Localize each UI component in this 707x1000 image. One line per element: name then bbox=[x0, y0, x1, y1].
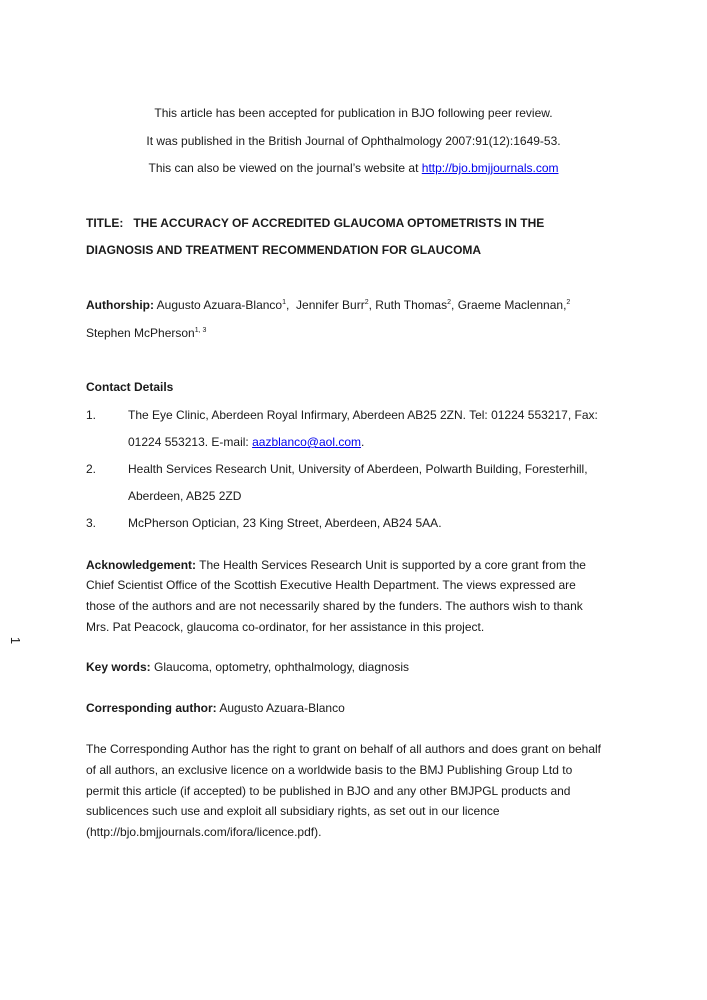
author-5-affil: 1, 3 bbox=[194, 327, 207, 334]
contact-3-line-1: McPherson Optician, 23 King Street, Aberdeen, AB24 5AA. bbox=[128, 516, 442, 530]
author-3: Ruth Thomas bbox=[375, 298, 448, 312]
contact-2-line-1: Health Services Research Unit, University of Aberdeen, Polwarth Building, Foresterhill, bbox=[128, 462, 588, 476]
contact-1-num: 1. bbox=[86, 408, 97, 422]
author-2-affil: 2 bbox=[364, 299, 369, 306]
corresponding-author-name: Augusto Azuara-Blanco bbox=[216, 701, 345, 715]
licence-line-2: of all authors, an exclusive licence on a worldwide basis to the BMJ Publishing Group Ltd to bbox=[86, 763, 573, 777]
author-2: Jennifer Burr bbox=[296, 298, 365, 312]
notice-line-3 bbox=[0, 161, 707, 175]
corresponding-author-label: Corresponding author: bbox=[86, 701, 217, 715]
author-5: Stephen McPherson bbox=[86, 326, 195, 340]
acknowledgement-line-1 bbox=[86, 558, 586, 572]
notice-line-1: This article has been accepted for publication in BJO following peer review. bbox=[154, 106, 553, 120]
contact-3-num: 3. bbox=[86, 516, 97, 530]
authorship-line-2 bbox=[86, 326, 206, 340]
author-4: Graeme Maclennan, bbox=[457, 298, 567, 312]
notice-line-3-text: This can also be viewed on the journal’s website at bbox=[148, 161, 422, 175]
journal-website-link[interactable]: http://bjo.bmjjournals.com bbox=[421, 161, 559, 175]
title-line-1 bbox=[86, 216, 544, 230]
authorship-label: Authorship: bbox=[86, 298, 154, 312]
contact-2-num: 2. bbox=[86, 462, 97, 476]
licence-line-5: (http://bjo.bmjjournals.com/ifora/licence.pdf). bbox=[86, 825, 322, 839]
acknowledgement-line-3: those of the authors and are not necessarily shared by the funders. The authors wish to thank bbox=[86, 599, 583, 613]
acknowledgement-label: Acknowledgement: bbox=[86, 558, 197, 572]
page-number: 1 bbox=[8, 636, 24, 645]
contact-2-line-2: Aberdeen, AB25 2ZD bbox=[128, 489, 242, 503]
corresponding-author-line bbox=[86, 701, 345, 715]
author-4-affil: 2 bbox=[566, 299, 571, 306]
author-1: Augusto Azuara-Blanco bbox=[156, 298, 283, 312]
contact-1-line-2-text: 01224 553213. E-mail: bbox=[128, 435, 253, 449]
title-label: TITLE: bbox=[86, 216, 124, 230]
keywords-line bbox=[86, 660, 409, 674]
title-text-1: THE ACCURACY OF ACCREDITED GLAUCOMA OPTOMETRISTS IN THE bbox=[133, 216, 545, 230]
contact-1-line-2-after: . bbox=[361, 435, 365, 449]
contact-email-link[interactable]: aazblanco@aol.com bbox=[252, 435, 362, 449]
acknowledgement-line-2: Chief Scientist Office of the Scottish Executive Health Department. The views expressed are bbox=[86, 578, 576, 592]
keywords-text: Glaucoma, optometry, ophthalmology, diagnosis bbox=[150, 660, 410, 674]
contact-1-line-2 bbox=[128, 435, 364, 449]
keywords-label: Key words: bbox=[86, 660, 151, 674]
authorship-line-1: Authorship: Augusto Azuara-Blanco$^1$, Jennifer Burr$^2$, Ruth Thomas$^2$, Graeme Maclennan,$^2$ bbox=[86, 298, 571, 312]
contact-1-line-1: The Eye Clinic, Aberdeen Royal Infirmary, Aberdeen AB25 2ZN. Tel: 01224 553217, Fax: bbox=[128, 408, 598, 422]
licence-line-1: The Corresponding Author has the right to grant on behalf of all authors and does grant on behalf bbox=[86, 742, 602, 756]
author-3-affil: 2 bbox=[447, 299, 452, 306]
acknowledgement-text-1: The Health Services Research Unit is supported by a core grant from the bbox=[196, 558, 586, 572]
licence-line-4: sublicences such use and exploit all subsidiary rights, as set out in our licence bbox=[86, 804, 500, 818]
acknowledgement-line-4: Mrs. Pat Peacock, glaucoma co-ordinator, for her assistance in this project. bbox=[86, 620, 485, 634]
notice-line-2: It was published in the British Journal of Ophthalmology 2007:91(12):1649-53. bbox=[146, 134, 561, 148]
licence-line-3: permit this article (if accepted) to be published in BJO and any other BMJPGL products and bbox=[86, 784, 571, 798]
title-line-2: DIAGNOSIS AND TREATMENT RECOMMENDATION FOR GLAUCOMA bbox=[86, 243, 482, 257]
contact-heading: Contact Details bbox=[86, 380, 174, 394]
author-1-affil: 1 bbox=[282, 299, 286, 306]
